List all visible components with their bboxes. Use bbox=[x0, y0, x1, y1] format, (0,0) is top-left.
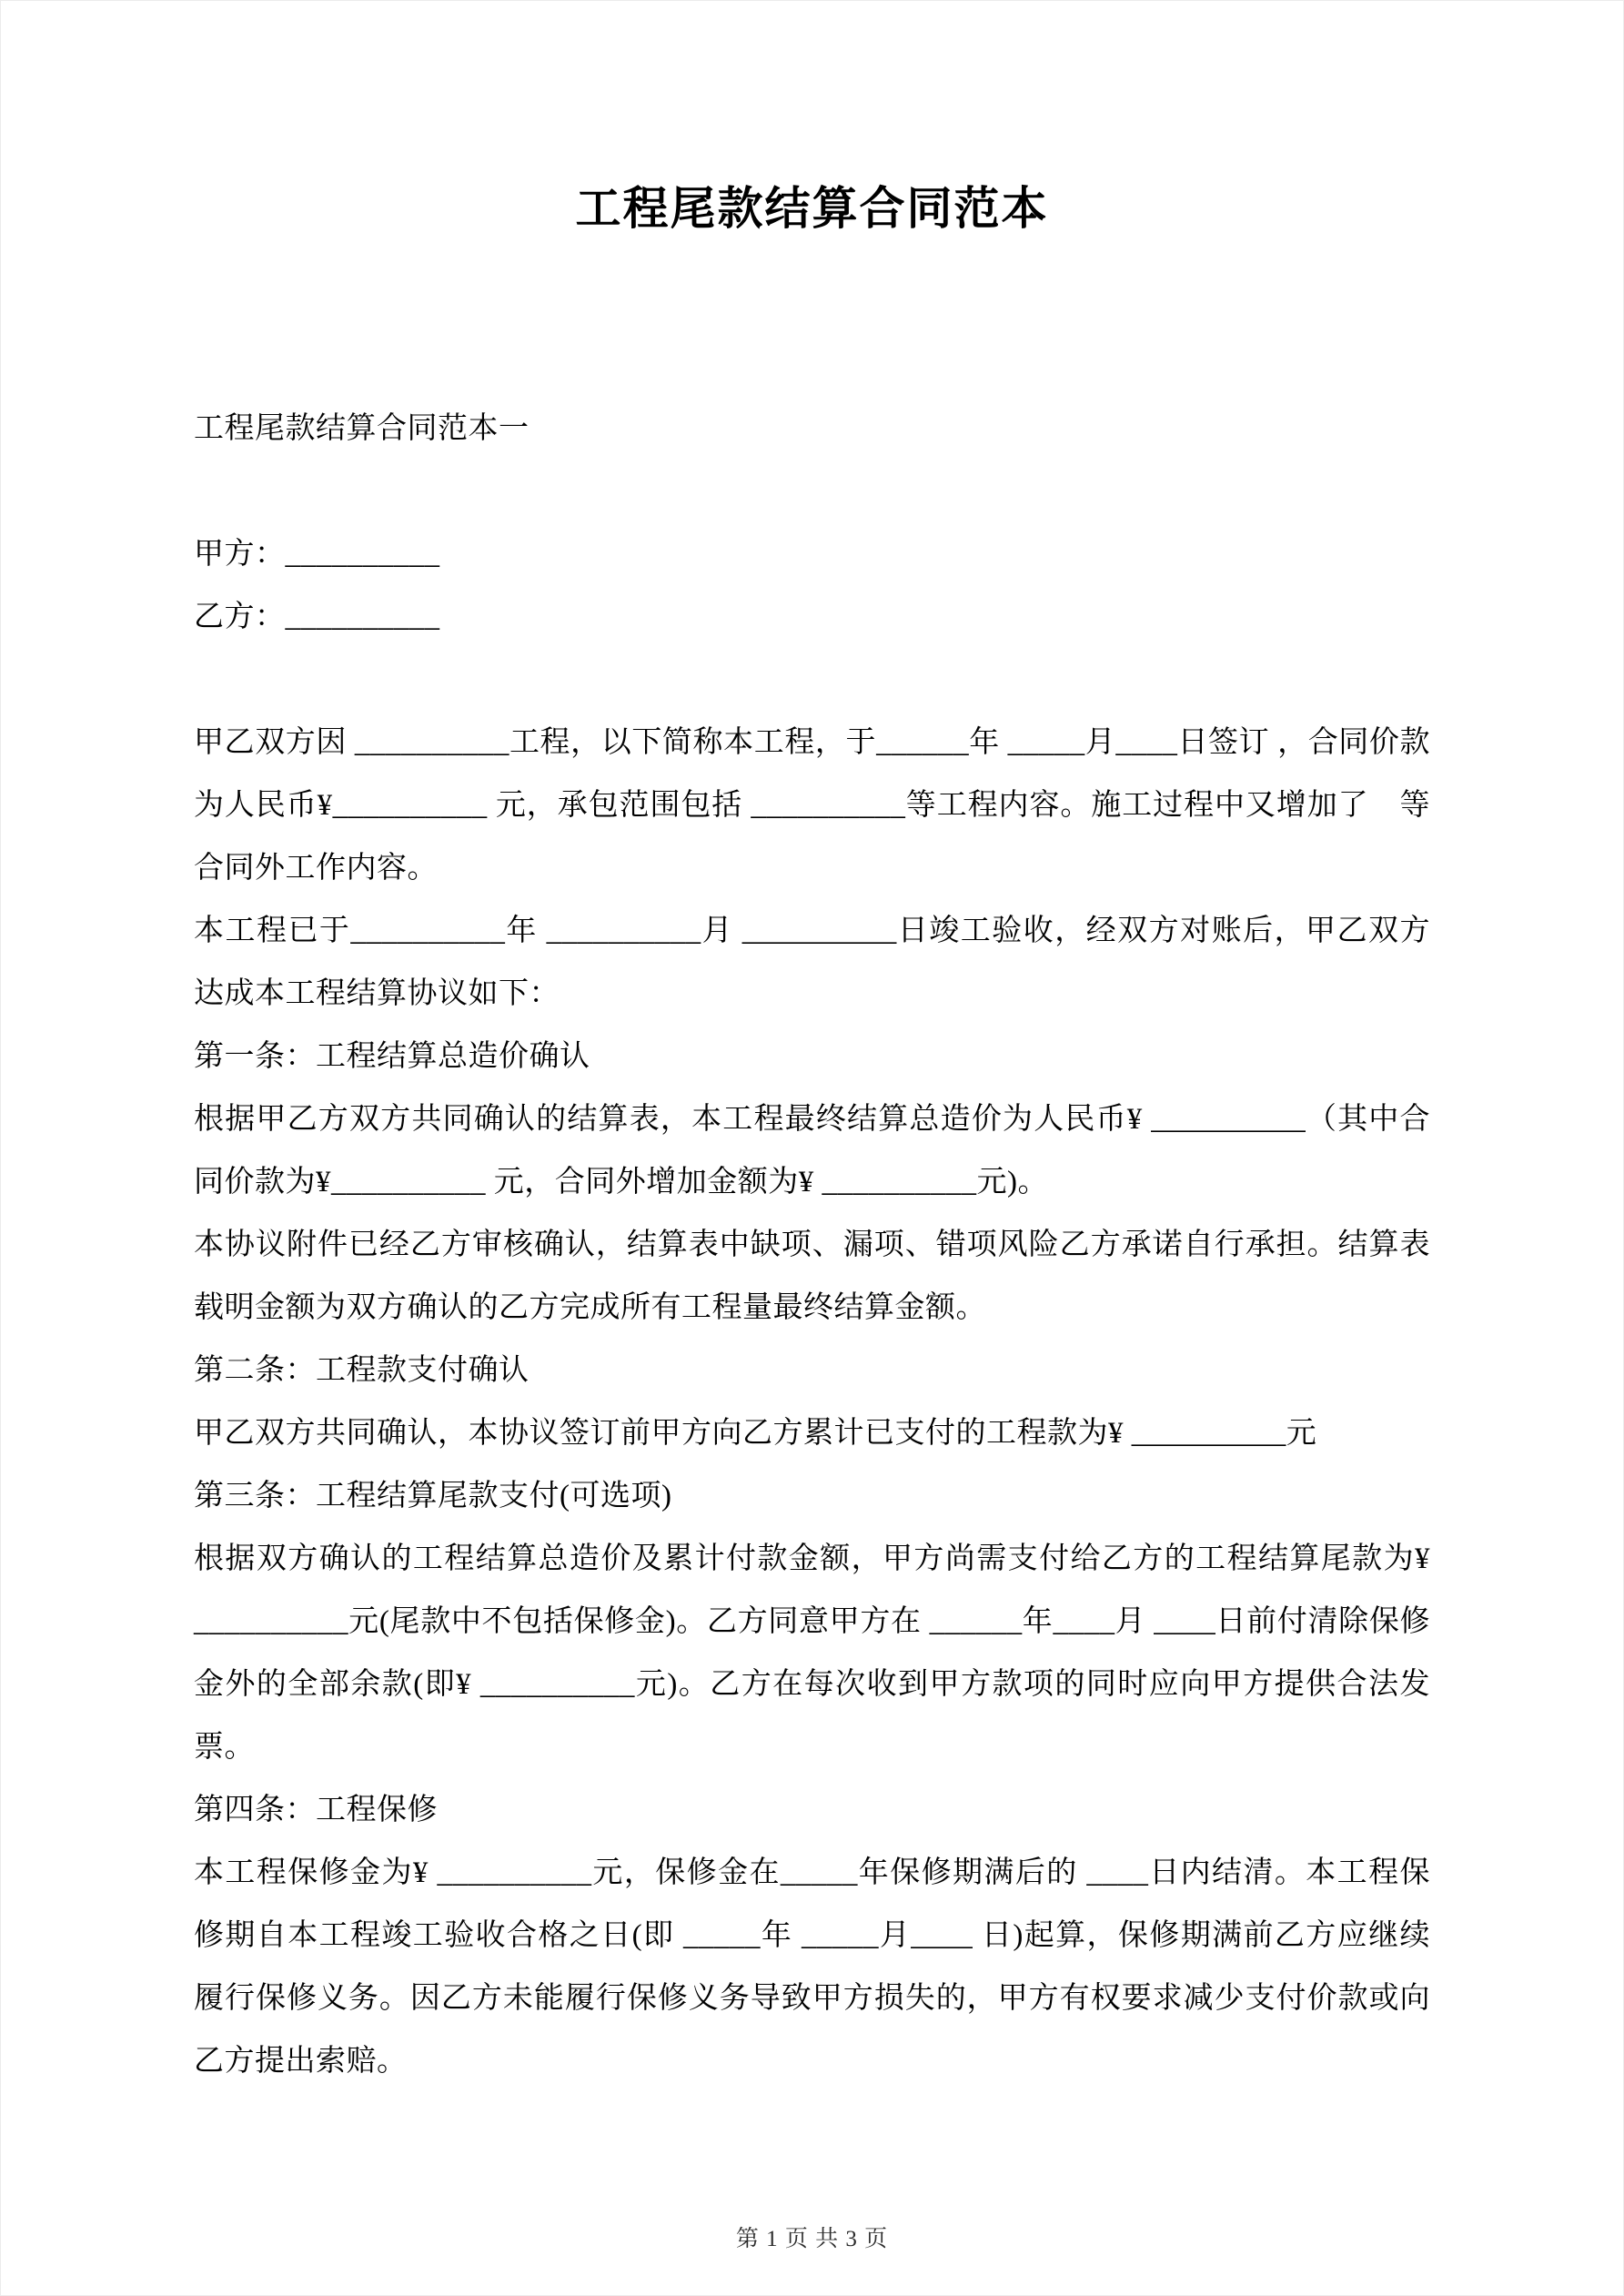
document-title: 工程尾款结算合同范本 bbox=[575, 183, 1049, 234]
paragraph-spacer bbox=[194, 649, 1430, 712]
page-number: 第 1 页 共 3 页 bbox=[735, 2227, 889, 2251]
paragraph-clause-1-body-2: 本协议附件已经乙方审核确认，结算表中缺项、漏项、错项风险乙方承诺自行承担。结算表载明金额为双方确认的乙方完成所有工程量最终结算金额。 bbox=[194, 1229, 1430, 1324]
paragraph-party-b: 乙方：__________ bbox=[194, 601, 440, 633]
paragraph-subtitle: 工程尾款结算合同范本一 bbox=[194, 412, 530, 445]
paragraph-clause-3-heading: 第三条：工程结算尾款支付(可选项) bbox=[194, 1480, 672, 1512]
paragraph-clause-4-heading: 第四条：工程保修 bbox=[194, 1794, 438, 1826]
paragraph-clause-1-body-1: 根据甲乙方双方共同确认的结算表，本工程最终结算总造价为人民币¥ __________（其中合同价款为¥__________ 元，合同外增加金额为¥ __________元)。 bbox=[194, 1103, 1430, 1199]
paragraph-spacer bbox=[194, 460, 1430, 523]
paragraph-clause-2-body: 甲乙双方共同确认，本协议签订前甲方向乙方累计已支付的工程款为¥ __________元 bbox=[194, 1417, 1317, 1450]
paragraph-party-a: 甲方：__________ bbox=[194, 538, 440, 571]
paragraph-clause-1-heading: 第一条：工程结算总造价确认 bbox=[194, 1040, 590, 1073]
paragraph-clause-2-heading: 第二条：工程款支付确认 bbox=[194, 1354, 530, 1387]
paragraph-completion: 本工程已于__________年 __________月 __________日竣工验收，经双方对账后，甲乙双方达成本工程结算协议如下： bbox=[194, 915, 1430, 1010]
paragraph-preamble: 甲乙双方因 __________工程，以下简称本工程，于______年 _____月____日签订 ，合同价款为人民币¥__________ 元，承包范围包括 __________等工程内容。施工过程中又增加了 等合同外工作内容。 bbox=[194, 726, 1430, 885]
paragraph-clause-4-body: 本工程保修金为¥ __________元，保修金在_____年保修期满后的 ____日内结清。本工程保修期自本工程竣工验收合格之日(即 _____年 _____月____ 日)起算，保修期满前乙方应继续履行保修义务。因乙方未能履行保修义务导致甲方损失的，甲方有权要求减少支付价款或向乙方提出索赔。 bbox=[194, 1856, 1430, 2078]
document-body bbox=[1, 398, 1623, 2093]
paragraph-clause-3-body: 根据双方确认的工程结算总造价及累计付款金额，甲方尚需支付给乙方的工程结算尾款为¥ __________元(尾款中不包括保修金)。乙方同意甲方在 ______年____月 ____日前付清除保修金外的全部余款(即¥ __________元)。乙方在每次收到甲方款项的同时应向甲方提供合法发票。 bbox=[194, 1542, 1430, 1764]
